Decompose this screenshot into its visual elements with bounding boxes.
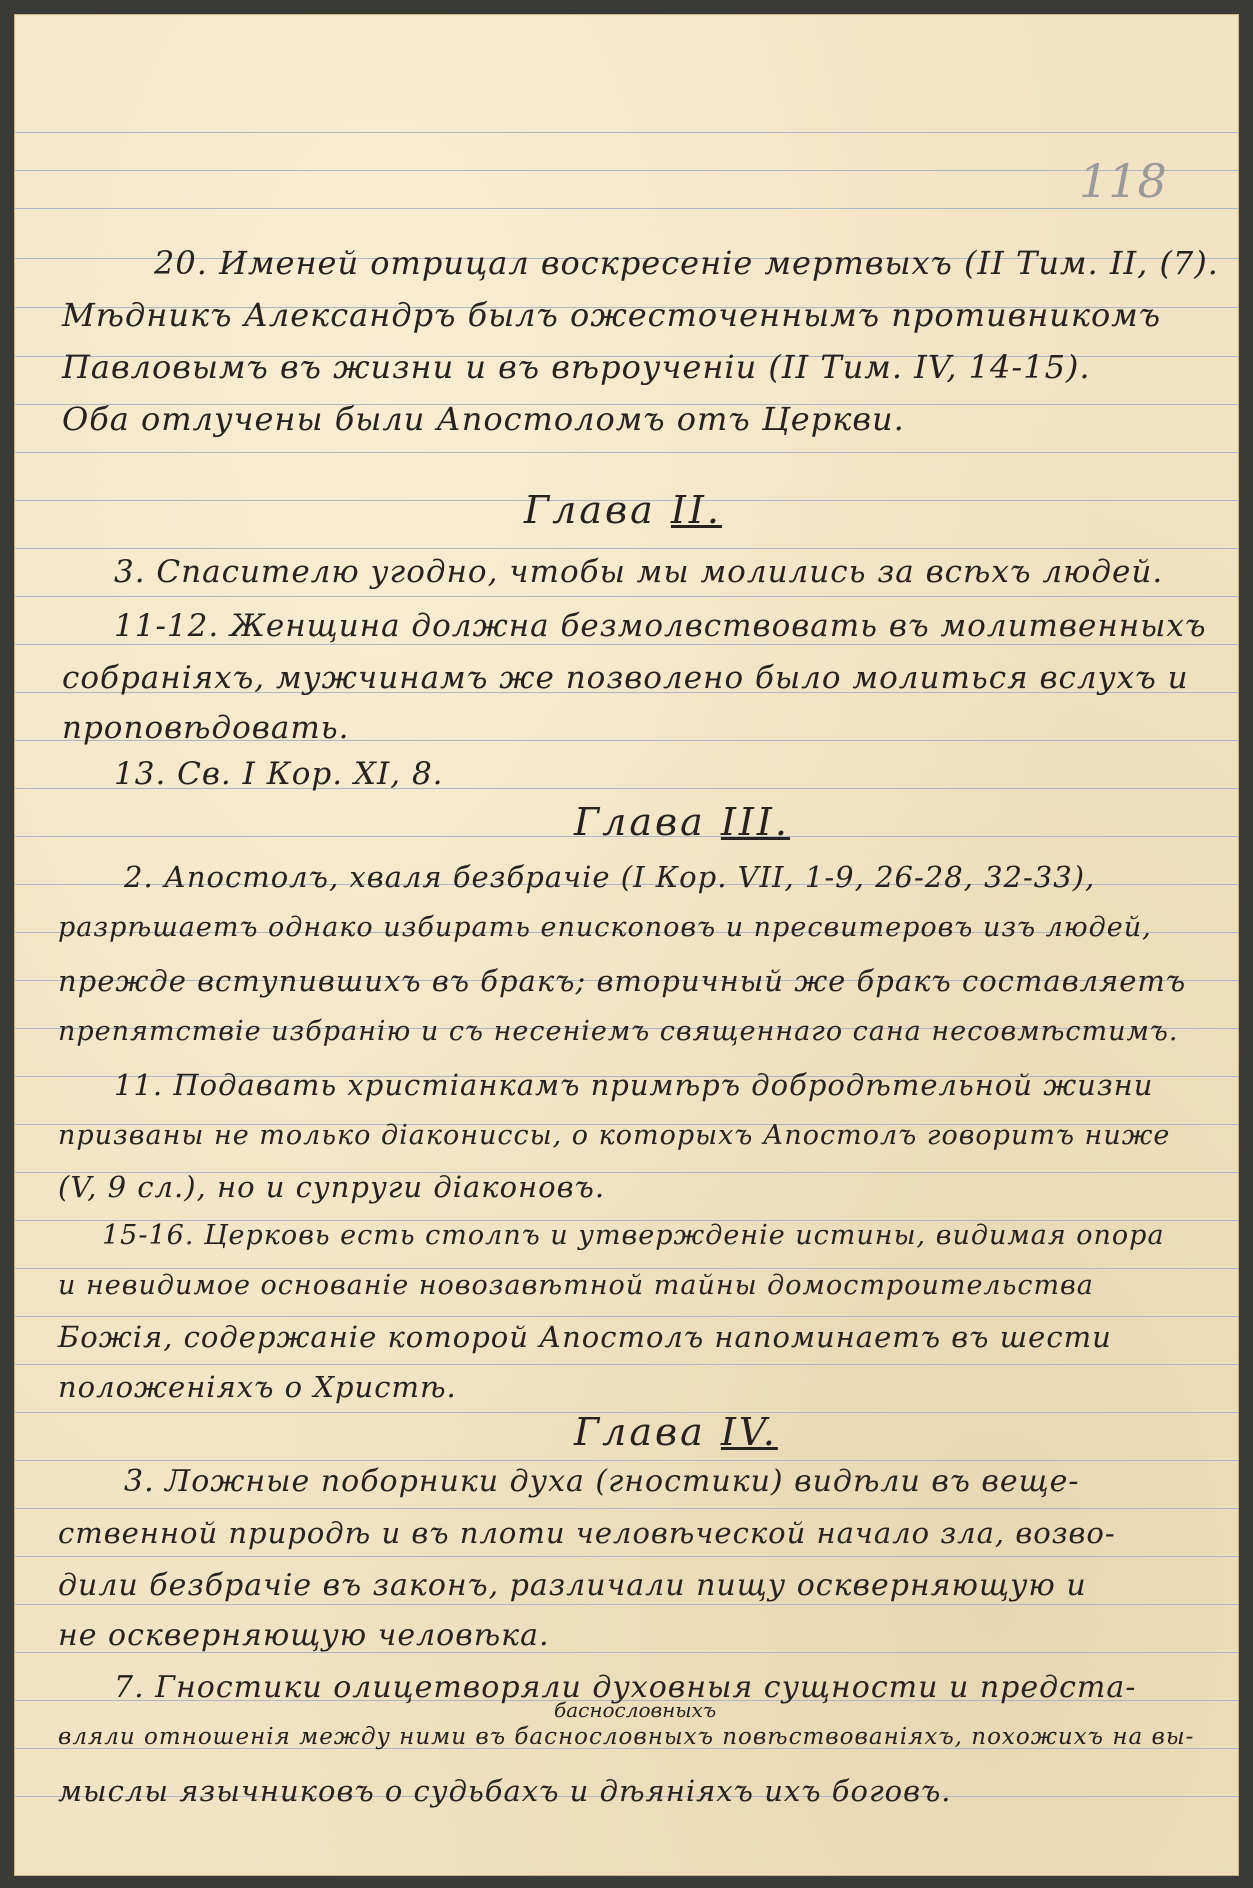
- chapter-heading: [574, 800, 790, 844]
- text-line: прежде вступившихъ въ бракъ; вторичный же бракъ составляетъ: [58, 964, 1187, 998]
- text-line: разрѣшаетъ однако избирать епископовъ и пресвитеровъ изъ людей,: [58, 912, 1152, 943]
- text-line: Оба отлучены были Апостоломъ отъ Церкви.: [62, 400, 905, 438]
- ruled-line: [14, 1508, 1239, 1509]
- text-line: вляли отношенія между ними въ баснословныхъ повѣствованіяхъ, похожихъ на вы-: [58, 1724, 1195, 1750]
- text-line: 20. Именей отрицал воскресеніе мертвыхъ (II Тим. II, (7).: [154, 244, 1219, 282]
- ruled-line: [14, 208, 1239, 209]
- notebook-page: [14, 14, 1239, 1876]
- ruled-line: [14, 1556, 1239, 1557]
- ruled-line: [14, 1364, 1239, 1365]
- text-line: 11. Подавать христіанкамъ примѣръ добродѣтельной жизни: [114, 1068, 1154, 1102]
- text-line: 7. Гностики олицетворяли духовныя сущности и предста-: [114, 1670, 1137, 1705]
- chapter-heading-word: Глава: [574, 1410, 706, 1454]
- text-line: и невидимое основаніе новозавѣтной тайны домостроительства: [58, 1270, 1094, 1301]
- chapter-heading-word: Глава: [524, 488, 656, 532]
- ruled-line: [14, 132, 1239, 133]
- ruled-line: [14, 452, 1239, 453]
- ruled-line: [14, 1316, 1239, 1317]
- ruled-line: [14, 1268, 1239, 1269]
- chapter-heading-word: Глава: [574, 800, 706, 844]
- chapter-heading: [524, 488, 722, 532]
- ruled-line: [14, 1604, 1239, 1605]
- text-line: препятствіе избранію и съ несеніемъ священнаго сана несовмѣстимъ.: [58, 1016, 1179, 1047]
- chapter-heading: [574, 1410, 778, 1454]
- text-line: не оскверняющую человѣка.: [58, 1618, 550, 1653]
- text-line: 11-12. Женщина должна безмолвствовать въ молитвенныхъ: [114, 608, 1207, 644]
- folio-number: 118: [1079, 154, 1167, 208]
- ruled-line: [14, 644, 1239, 645]
- text-line: 2. Апостолъ, хваля безбрачіе (I Кор. VII, 1-9, 26-28, 32-33),: [124, 860, 1096, 894]
- text-line: положеніяхъ о Христѣ.: [58, 1370, 457, 1404]
- text-line: Мѣдникъ Александръ былъ ожесточеннымъ противникомъ: [62, 296, 1162, 334]
- ruled-line: [14, 596, 1239, 597]
- text-line: собраніяхъ, мужчинамъ же позволено было молиться вслухъ и: [62, 660, 1189, 696]
- ruled-line: [14, 170, 1239, 171]
- text-line: дили безбрачіе въ законъ, различали пищу оскверняющую и: [58, 1568, 1087, 1603]
- text-line: 13. Св. I Кор. XI, 8.: [114, 756, 444, 792]
- ruled-line: [14, 548, 1239, 549]
- text-line: проповѣдовать.: [62, 710, 350, 746]
- ruled-line: [14, 1460, 1239, 1461]
- text-line: 3. Ложные поборники духа (гностики) видѣли въ веще-: [124, 1464, 1080, 1499]
- text-line: призваны не только діакониссы, о которыхъ Апостолъ говоритъ ниже: [58, 1120, 1171, 1151]
- text-line: (V, 9 сл.), но и супруги діаконовъ.: [58, 1170, 606, 1204]
- chapter-heading-number: IV.: [720, 1410, 778, 1454]
- text-line: Павловымъ въ жизни и въ вѣроученіи (II Тим. IV, 14-15).: [62, 348, 1091, 386]
- chapter-heading-number: III.: [720, 800, 791, 844]
- text-line: Божія, содержаніе которой Апостолъ напоминаетъ въ шести: [58, 1320, 1112, 1354]
- chapter-heading-number: II.: [670, 488, 722, 532]
- text-line: 15-16. Церковь есть столпъ и утвержденіе истины, видимая опора: [102, 1220, 1165, 1251]
- interlinear-insertion: баснословныхъ: [554, 1698, 717, 1722]
- text-line: мыслы язычниковъ о судьбахъ и дѣяніяхъ ихъ боговъ.: [58, 1774, 952, 1808]
- text-line: 3. Спасителю угодно, чтобы мы молились за всѣхъ людей.: [114, 554, 1164, 590]
- text-line: ственной природѣ и въ плоти человѣческой начало зла, возво-: [58, 1516, 1116, 1550]
